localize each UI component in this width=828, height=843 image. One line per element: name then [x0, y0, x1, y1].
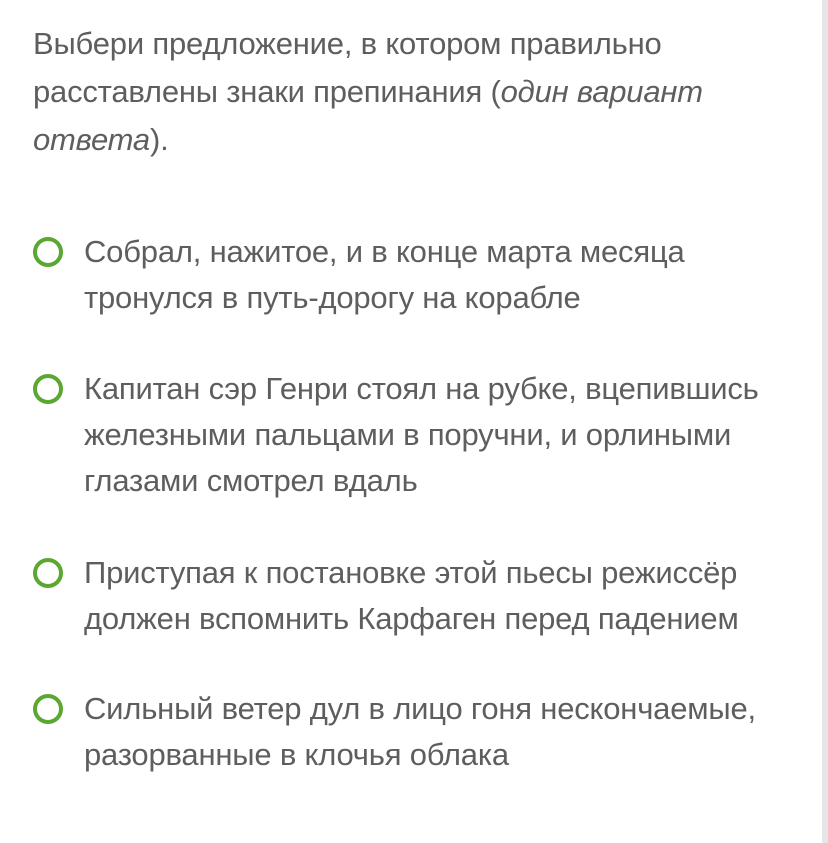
question-text	[33, 20, 763, 164]
radio-button-2[interactable]	[33, 374, 63, 404]
question-end: ).	[149, 122, 169, 157]
answer-option-4[interactable]	[33, 686, 803, 778]
answer-option-1[interactable]	[33, 229, 803, 321]
answer-option-2[interactable]	[33, 366, 803, 504]
question-hint: один вариант ответа	[33, 74, 703, 157]
question-main: Выбери предложение, в котором правильно расставлены знаки препинания (	[33, 26, 662, 109]
radio-button-3[interactable]	[33, 558, 63, 588]
answer-option-label: Приступая к постановке этой пьесы режиссёр должен вспомнить Карфаген перед падением	[84, 555, 739, 636]
radio-button-4[interactable]	[33, 694, 63, 724]
page-edge	[822, 0, 828, 843]
answer-option-3[interactable]	[33, 550, 803, 642]
answer-option-label: Собрал, нажитое, и в конце марта месяца тронулся в путь-дорогу на корабле	[84, 234, 685, 315]
answer-option-label: Капитан сэр Генри стоял на рубке, вцепившись железными пальцами в поручни, и орлиными глазами смотрел вдаль	[84, 371, 759, 498]
answer-option-label: Сильный ветер дул в лицо гоня нескончаемые, разорванные в клочья облака	[84, 691, 756, 772]
radio-button-1[interactable]	[33, 237, 63, 267]
